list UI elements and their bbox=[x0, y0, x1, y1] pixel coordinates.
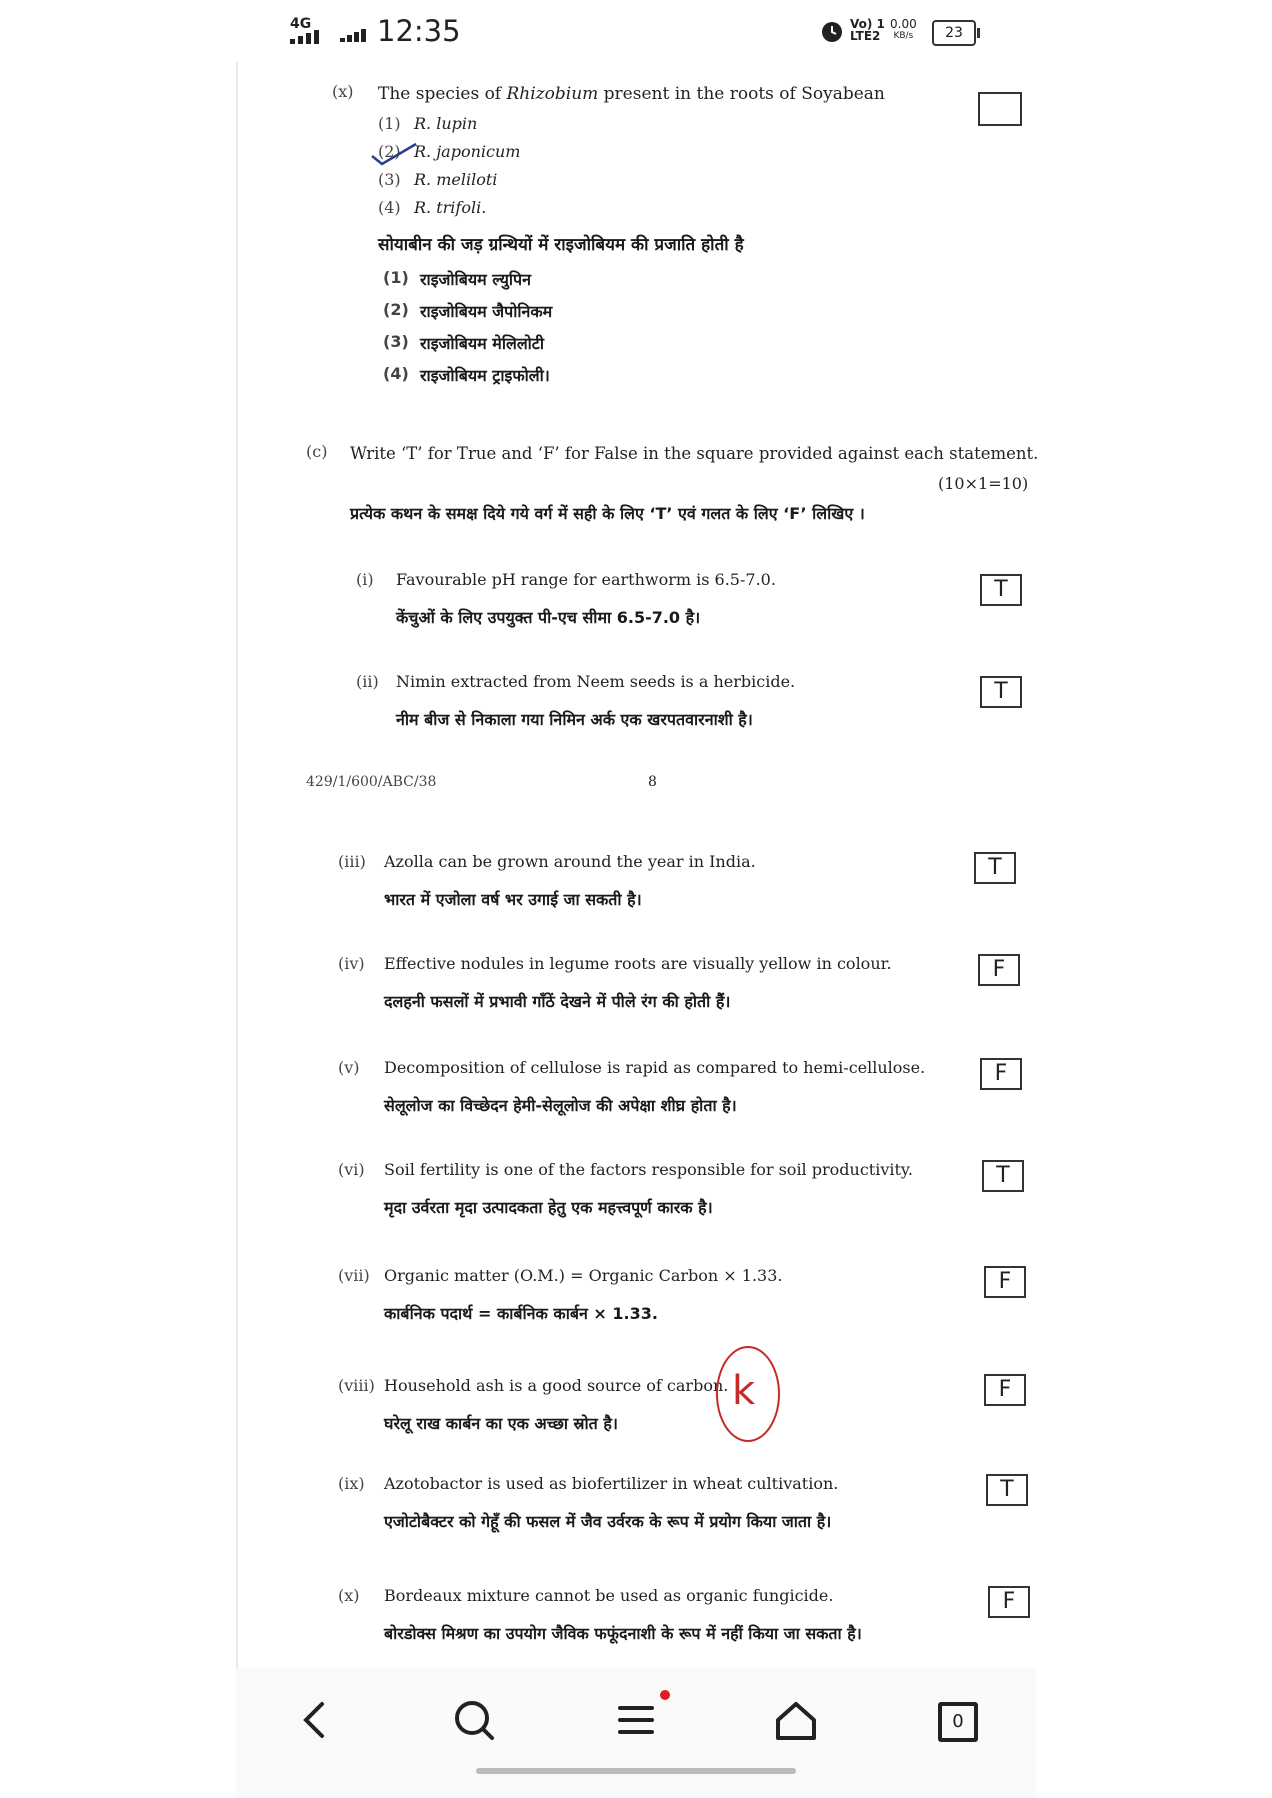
option-text-hi: राइजोबियम जैपोनिकम bbox=[420, 302, 553, 321]
statement-text-en: Nimin extracted from Neem seeds is a herbicide. bbox=[396, 672, 796, 691]
tick-mark-icon bbox=[370, 142, 420, 166]
question-text-italic: Rhizobium bbox=[506, 84, 599, 104]
option-text-hi: राइजोबियम मेलिलोटी bbox=[420, 334, 545, 353]
option-text: R. trifoli. bbox=[414, 198, 487, 217]
navigation-bar bbox=[236, 1668, 1036, 1798]
statement-text-hi: मृदा उर्वरता मृदा उत्पादकता हेतु एक महत्त्वपूर्ण कारक है। bbox=[384, 1198, 713, 1217]
statement-text-hi: नीम बीज से निकाला गया निमिन अर्क एक खरपतवारनाशी है। bbox=[396, 710, 753, 729]
statement-text-en: Azolla can be grown around the year in India. bbox=[384, 852, 756, 871]
volte-indicator bbox=[850, 18, 885, 42]
question-text-prefix: The species of bbox=[378, 84, 502, 104]
option-text-hi: राइजोबियम ट्राइफोली। bbox=[420, 366, 550, 385]
statement-text-hi: दलहनी फसलों में प्रभावी गाँठें देखने में पीले रंग की होती हैं। bbox=[384, 992, 731, 1011]
section-marks: (10×1=10) bbox=[938, 474, 1029, 493]
statement-text-en: Azotobactor is used as biofertilizer in wheat cultivation. bbox=[384, 1474, 839, 1493]
answer-box[interactable]: T bbox=[980, 676, 1022, 708]
answer-box[interactable]: F bbox=[988, 1586, 1030, 1618]
tabs-icon: 0 bbox=[938, 1702, 978, 1742]
option-number: (1) bbox=[378, 114, 401, 133]
statement-number: (vi) bbox=[338, 1160, 365, 1179]
statement-number: (ii) bbox=[356, 672, 379, 691]
section-instruction-en: Write ‘T’ for True and ‘F’ for False in the square provided against each statement. bbox=[350, 444, 1039, 463]
status-bar bbox=[0, 0, 1272, 62]
statement-text-en: Decomposition of cellulose is rapid as compared to hemi-cellulose. bbox=[384, 1058, 926, 1077]
statement-number: (vii) bbox=[338, 1266, 370, 1285]
answer-box[interactable]: F bbox=[980, 1058, 1022, 1090]
answer-box[interactable]: F bbox=[984, 1266, 1026, 1298]
statement-number: (iii) bbox=[338, 852, 366, 871]
option-number-hi: (4) bbox=[383, 364, 409, 383]
lte-label: LTE2 bbox=[850, 29, 881, 43]
gesture-bar[interactable] bbox=[476, 1768, 796, 1774]
answer-box[interactable]: T bbox=[982, 1160, 1024, 1192]
statement-number: (x) bbox=[338, 1586, 360, 1605]
section-instruction-hi: प्रत्येक कथन के समक्ष दिये गये वर्ग में सही के लिए ‘T’ एवं गलत के लिए ‘F’ लिखिए । bbox=[350, 504, 865, 523]
statement-text-en: Effective nodules in legume roots are visually yellow in colour. bbox=[384, 954, 892, 973]
network-speed bbox=[890, 18, 917, 42]
signal-icon-2 bbox=[340, 28, 370, 42]
option-text: R. japonicum bbox=[414, 142, 521, 161]
annotation-letter: k bbox=[732, 1368, 756, 1414]
statement-text-hi: सेलूलोज का विच्छेदन हेमी-सेलूलोज की अपेक्षा शीघ्र होता है। bbox=[384, 1096, 737, 1115]
statement-text-en: Favourable pH range for earthworm is 6.5-7.0. bbox=[396, 570, 776, 589]
option-number: (2) bbox=[378, 142, 401, 161]
section-label: (c) bbox=[306, 442, 328, 461]
question-text-hi: सोयाबीन की जड़ ग्रन्थियों में राइजोबियम की प्रजाति होती है bbox=[378, 235, 744, 255]
network-label: 4G bbox=[290, 16, 312, 32]
statement-text-hi: भारत में एजोला वर्ष भर उगाई जा सकती है। bbox=[384, 890, 642, 909]
answer-box-empty[interactable] bbox=[978, 92, 1022, 126]
footer-code: 429/1/600/ABC/38 bbox=[306, 774, 437, 790]
option-number-hi: (3) bbox=[383, 332, 409, 351]
statement-text-hi: बोरडोक्स मिश्रण का उपयोग जैविक फफूंदनाशी के रूप में नहीं किया जा सकता है। bbox=[384, 1624, 862, 1643]
option-number: (4) bbox=[378, 198, 401, 217]
statement-number: (iv) bbox=[338, 954, 365, 973]
statement-number: (viii) bbox=[338, 1376, 375, 1395]
question-number: (x) bbox=[332, 82, 354, 101]
statement-text-en: Soil fertility is one of the factors responsible for soil productivity. bbox=[384, 1160, 913, 1179]
option-text: R. meliloti bbox=[414, 170, 498, 189]
search-icon[interactable] bbox=[444, 1690, 504, 1750]
document-page[interactable] bbox=[236, 62, 1038, 1668]
statement-number: (i) bbox=[356, 570, 374, 589]
battery-icon: 23 bbox=[932, 20, 976, 46]
notification-dot bbox=[660, 1690, 670, 1700]
statement-text-en: Organic matter (O.M.) = Organic Carbon × 1.33. bbox=[384, 1266, 783, 1285]
menu-icon[interactable] bbox=[606, 1690, 666, 1750]
handwritten-annotation bbox=[716, 1346, 780, 1442]
answer-box[interactable]: T bbox=[980, 574, 1022, 606]
answer-box[interactable]: T bbox=[974, 852, 1016, 884]
statement-number: (ix) bbox=[338, 1474, 365, 1493]
statement-text-hi: केंचुओं के लिए उपयुक्त पी-एच सीमा 6.5-7.0 है। bbox=[396, 608, 701, 627]
page-number: 8 bbox=[648, 774, 657, 790]
option-number: (3) bbox=[378, 170, 401, 189]
answer-box[interactable]: T bbox=[986, 1474, 1028, 1506]
statement-text-hi: एजोटोबैक्टर को गेहूँ की फसल में जैव उर्वरक के रूप में प्रयोग किया जाता है। bbox=[384, 1512, 832, 1531]
option-number-hi: (2) bbox=[383, 300, 409, 319]
tabs-button[interactable] bbox=[926, 1690, 986, 1750]
option-text-hi: राइजोबियम ल्युपिन bbox=[420, 270, 531, 289]
alarm-icon bbox=[820, 20, 844, 44]
statement-text-en: Household ash is a good source of carbon. bbox=[384, 1376, 729, 1395]
statement-text-hi: घरेलू राख कार्बन का एक अच्छा स्रोत है। bbox=[384, 1414, 618, 1433]
speed-unit: KB/s bbox=[893, 31, 914, 41]
signal-icon bbox=[290, 30, 324, 44]
answer-box[interactable]: F bbox=[984, 1374, 1026, 1406]
statement-number: (v) bbox=[338, 1058, 360, 1077]
statement-text-en: Bordeaux mixture cannot be used as organic fungicide. bbox=[384, 1586, 834, 1605]
home-icon[interactable] bbox=[766, 1690, 826, 1750]
back-icon[interactable] bbox=[286, 1690, 346, 1750]
option-text: R. lupin bbox=[414, 114, 478, 133]
statement-text-hi: कार्बनिक पदार्थ = कार्बनिक कार्बन × 1.33. bbox=[384, 1304, 658, 1323]
speed-value: 0.00 bbox=[890, 17, 917, 31]
answer-box[interactable]: F bbox=[978, 954, 1020, 986]
clock: 12:35 bbox=[377, 14, 461, 48]
option-number-hi: (1) bbox=[383, 268, 409, 287]
volte-label: Vo) 1 bbox=[850, 17, 885, 31]
question-text-en bbox=[378, 84, 885, 104]
question-text-suffix: present in the roots of Soyabean bbox=[603, 84, 885, 104]
